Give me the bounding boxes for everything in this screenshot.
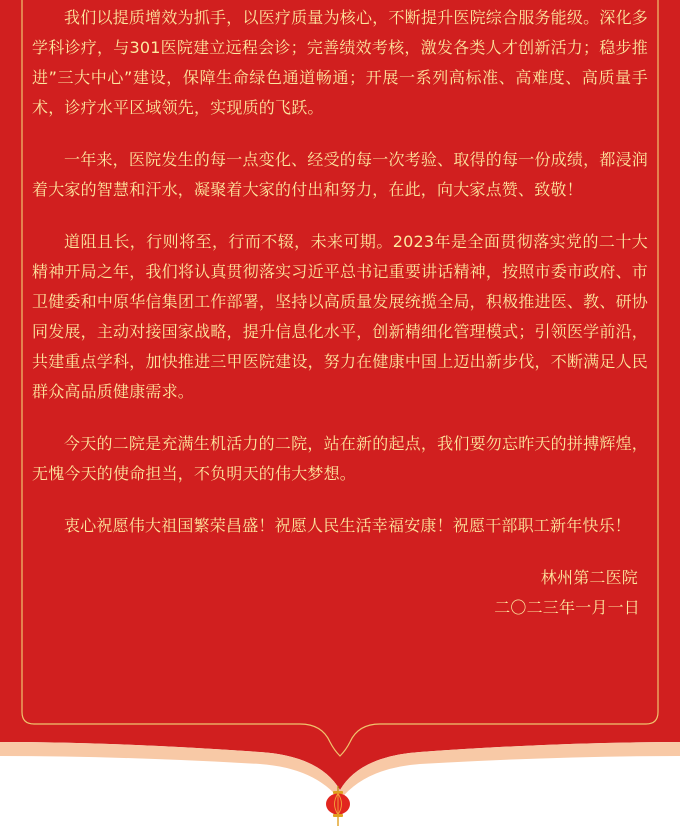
paragraph-vision: 今天的二院是充满生机活力的二院，站在新的起点，我们要勿忘昨天的拼搏辉煌，无愧今天的使命担当，不负明天的伟大梦想。: [32, 434, 648, 483]
signature-date: 二〇二三年一月一日: [494, 598, 640, 617]
signature-hospital: 林州第二医院: [540, 568, 638, 587]
lantern-icon: [325, 786, 351, 827]
paragraph-plan-2023: 道阻且长，行则将至，行而不辍，未来可期。2023年是全面贯彻落实党的二十大精神开局之年，我们将认真贯彻落实习近平总书记重要讲话精神，按照市委市政府、市卫健委和中原华信集团工作部署，坚持以高质量发展统揽全局，积极推进医、教、研协同发展，主动对接国家战略，提升信息化水平，创新精细化管理模式；引领医学前沿，共建重点学科，加快推进三甲医院建设，努力在健康中国上迈出新步伐，不断满足人民群众高品质健康需求。: [32, 232, 648, 401]
paragraph-quality: 我们以提质增效为抓手，以医疗质量为核心，不断提升医院综合服务能级。深化多学科诊疗，与301医院建立远程会诊；完善绩效考核，激发各类人才创新活力；稳步推进”三大中心”建设，保障生命绿色通道畅通；开展一系列高标准、高难度、高质量手术，诊疗水平区域领先，实现质的飞跃。: [32, 8, 648, 117]
paragraph-wishes: 衷心祝愿伟大祖国繁荣昌盛！祝愿人民生活幸福安康！祝愿干部职工新年快乐！: [64, 516, 632, 535]
letter-body: [32, 0, 648, 623]
paragraph-thanks: 一年来，医院发生的每一点变化、经受的每一次考验、取得的每一份成绩，都浸润着大家的智慧和汗水，凝聚着大家的付出和努力，在此，向大家点赞、致敬！: [32, 150, 648, 199]
